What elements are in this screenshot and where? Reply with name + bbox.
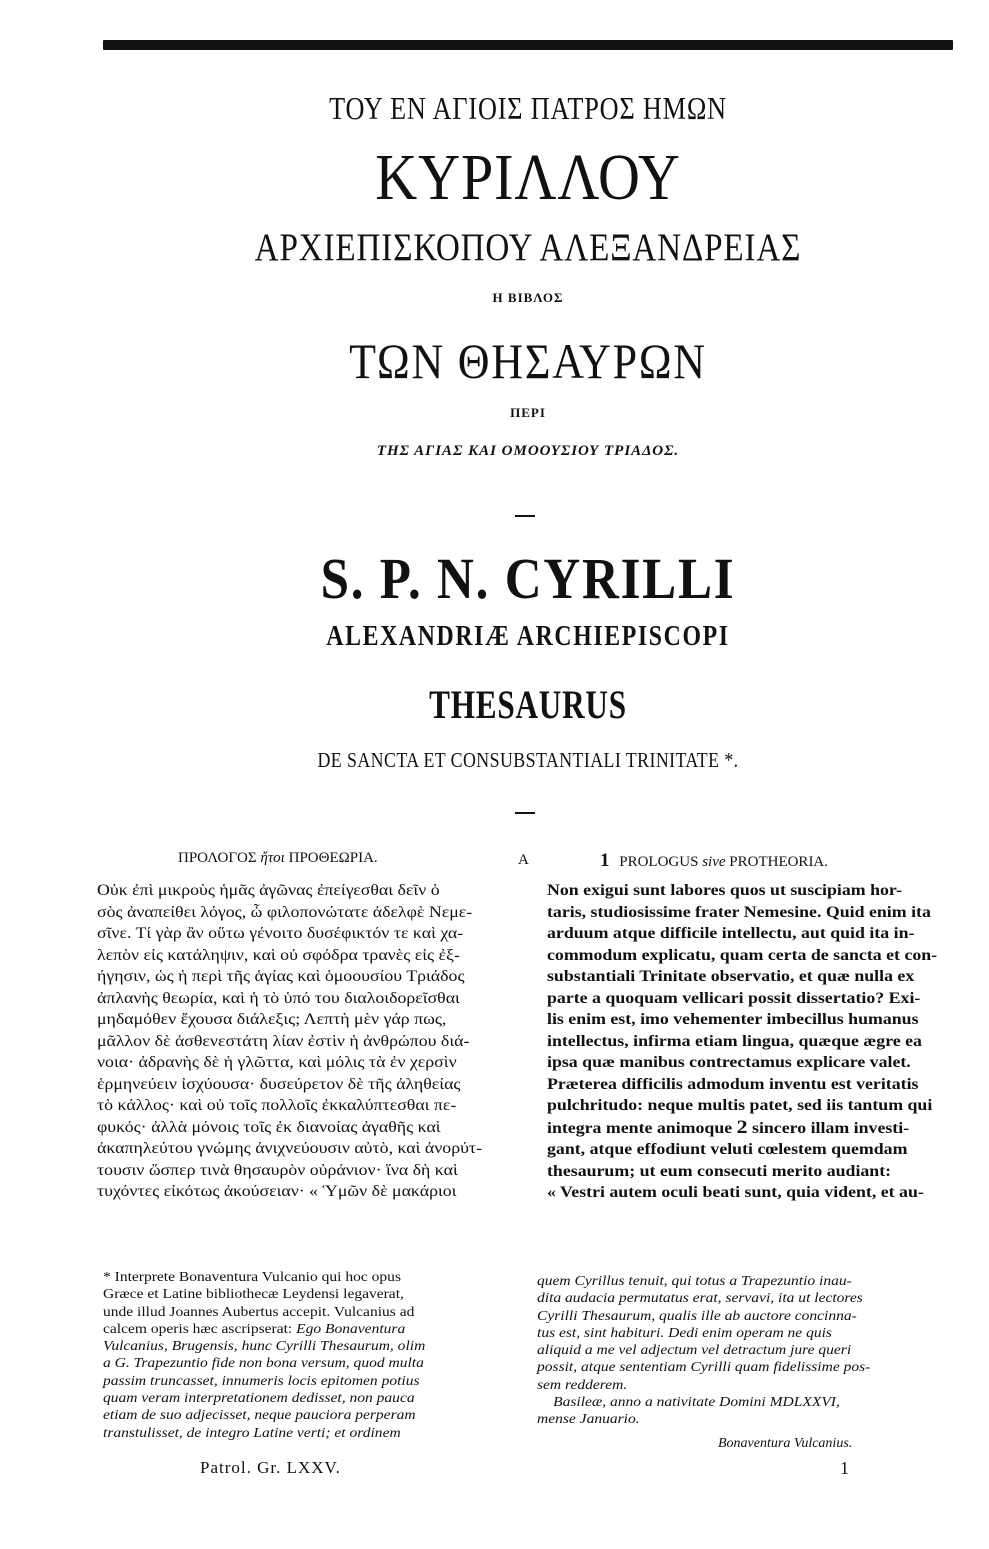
footnote-line: Græce et Latine bibliothecæ Leydensi legaverat, <box>103 1286 404 1302</box>
text-line: τουσιν ὥσπερ τινὰ θησαυρὸν οὐράνιον· ἵνα δὴ καὶ <box>97 1161 458 1179</box>
footnote-line: aliquid a me vel adjectum vel detractum jure queri <box>537 1342 852 1358</box>
footnote-line: calcem operis hæc ascripserat: Ego Bonaventura <box>103 1320 406 1336</box>
text-line: ipsa quæ manibus contrectamus explicare valet. <box>547 1054 911 1071</box>
heading-text: ἤτοι <box>260 850 285 866</box>
footnote-line: mense Januario. <box>537 1411 640 1427</box>
text-line: λεπὸν εἰς κατάληψιν, καὶ οὐ σφόδρα τρανὲς εἰς ἐξ- <box>97 946 460 964</box>
footnote-line: tus est, sint habituri. Dedi enim operam ne quis <box>537 1324 832 1340</box>
heading-text: PROLOGUS <box>619 854 699 870</box>
heading-number: 1 <box>600 850 610 871</box>
footnote-line: quam veram interpretationem dedisset, non pauca <box>103 1390 415 1406</box>
text-line: gant, atque effodiunt veluti cœlestem quemdam <box>547 1141 908 1158</box>
series-reference: Patrol. Gr. LXXV. <box>200 1458 341 1477</box>
latin-column-heading <box>600 850 828 872</box>
text-line: σὸς ἀναπείθει λόγος, ὦ φιλοπονώτατε ἀδελφὲ Νεμε- <box>97 903 473 921</box>
text-line: τυχόντες εἰκότως ἀκούσειαν· « Ὑμῶν δὲ μακάριοι <box>97 1183 457 1200</box>
footnote-line: a G. Trapezuntio fide non bona versum, quod multa <box>103 1355 424 1371</box>
footnote-line: quem Cyrillus tenuit, qui totus a Trapezuntio inau- <box>537 1273 852 1288</box>
footnote-line: unde illud Joannes Aubertus accepit. Vulcanius ad <box>103 1303 415 1319</box>
greek-title-line-6: ΠΕΡΙ <box>510 405 546 420</box>
text-line: thesaurum; ut eum consecuti merito audiant: <box>547 1162 892 1180</box>
text-line: τὸ κάλλος· καὶ οὐ τοῖς πολλοῖς ἐκκαλύπτεσθαι πε- <box>97 1097 457 1114</box>
separator-dash <box>515 812 535 814</box>
footnote-line: Vulcanius, Brugensis, hunc Cyrilli Thesaurum, olim <box>103 1338 426 1354</box>
text-line: intellectus, infirma etiam lingua, quæque ægre ea <box>547 1032 922 1050</box>
footnote-right <box>537 1272 955 1428</box>
text-line: lis enim est, imo vehementer imbecillus humanus <box>547 1011 919 1028</box>
top-rule <box>103 40 953 50</box>
text-line: μηδαμόθεν ἔχουσα διάλεξις; Λεπτὴ μὲν γάρ πως, <box>97 1011 447 1028</box>
text-line: μᾶλλον δὲ ἀσθενεστάτη λίαν ἐστὶν ἡ ἀνθρώπου διά- <box>97 1032 470 1050</box>
greek-column-heading <box>178 850 378 867</box>
text-line: σῖνε. Τί γὰρ ἂν οὕτω γένοιτο δυσέφικτόν τε καὶ χα- <box>97 925 464 942</box>
footnote-line: possit, atque sententiam Cyrilli quam fidelissime pos- <box>537 1359 871 1375</box>
heading-text: PROTHEORIA. <box>729 854 829 870</box>
text-line: ἀπλανὴς θεωρία, καὶ ἡ τὸ ὑπό του διαλοιδορεῖσθαι <box>97 989 460 1007</box>
greek-title-line-1: ΤΟΥ ΕΝ ΑΓΙΟΙΣ ΠΑΤΡΟΣ ΗΜΩΝ <box>329 90 727 126</box>
footnote-signature: Bonaventura Vulcanius. <box>718 1436 853 1451</box>
text-line: substantiali Trinitate observatio, et quæ nulla ex <box>547 968 915 985</box>
latin-title-line-2: ALEXANDRIÆ ARCHIEPISCOPI <box>326 620 730 652</box>
footnote-line: transtulisset, de integro Latine verti; et ordinem <box>103 1424 401 1440</box>
footnote-line: etiam de suo adjecisset, neque pauciora perperam <box>103 1407 416 1423</box>
greek-title-line-3: ΑΡΧΙΕΠΙΣΚΟΠΟΥ ΑΛΕΞΑΝΔΡΕΙΑΣ <box>254 226 802 269</box>
footnote-line: Basileæ, anno a nativitate Domini MDLXXVI, <box>553 1394 840 1410</box>
latin-subtitle: DE SANCTA ET CONSUBSTANTIALI TRINITATE *. <box>317 748 739 772</box>
text-line: commodum explicatu, quam certa de sancta et con- <box>547 946 938 964</box>
page-number: 1 <box>840 1458 849 1478</box>
greek-text-column <box>97 880 512 1203</box>
latin-author-name: S. P. N. CYRILLI <box>320 546 736 611</box>
text-line: Præterea difficilis admodum inventu est veritatis <box>547 1075 919 1093</box>
text-line: parte a quoquam vellicari possit dissertatio? Exi- <box>547 989 921 1007</box>
heading-text: sive <box>702 854 726 870</box>
greek-book-title: ΤΩΝ ΘΗΣΑΥΡΩΝ <box>349 333 707 389</box>
column-marker-2: 2 <box>736 1116 748 1138</box>
text-line: arduum atque difficile intellectu, aut quid ita in- <box>547 925 915 942</box>
latin-book-title: THESAURUS <box>429 682 627 727</box>
separator-dash <box>515 515 535 517</box>
heading-text: ΠΡΟΘΕΩΡΙΑ. <box>288 850 378 866</box>
text-line: Οὐκ ἐπὶ μικροὺς ἡμᾶς ἀγῶνας ἐπείγεσθαι δεῖν ὁ <box>97 882 440 899</box>
text-line: Non exigui sunt labores quos ut suscipiam hor- <box>547 882 903 899</box>
text-line: ήγησιν, ὡς ἡ περὶ τῆς ἁγίας καὶ ὁμοουσίου Τριάδος <box>97 968 465 985</box>
text-line: « Vestri autem oculi beati sunt, quia vident, et au- <box>547 1184 924 1201</box>
text-line: ἑρμηνεύειν ἰσχύουσα· δυσεύρετον δὲ τῆς ἀληθείας <box>97 1075 461 1093</box>
greek-subtitle: ΤΗΣ ΑΓΙΑΣ ΚΑΙ ΟΜΟΟΥΣΙΟΥ ΤΡΙΑΔΟΣ. <box>376 443 680 459</box>
footnote-line: passim truncasset, innumeris locis epitomen potius <box>103 1372 420 1388</box>
footnote-left <box>103 1268 513 1441</box>
text-line: pulchritudo: neque multis patet, sed iis tantum qui <box>547 1097 933 1114</box>
heading-text: ΠΡΟΛΟΓΟΣ <box>178 850 257 866</box>
greek-author-name: ΚΥΡΙΛΛΟΥ <box>375 141 681 214</box>
latin-text-column <box>547 880 955 1204</box>
footnote-line: * Interprete Bonaventura Vulcanio qui hoc opus <box>103 1269 401 1284</box>
text-line: ἀκαπηλεύτου γνώμης ἀνιχνεύουσιν αὐτὸ, καὶ ἀνορύτ- <box>97 1140 483 1157</box>
footnote-line: Cyrilli Thesaurum, qualis ille ab auctore concinna- <box>537 1307 857 1323</box>
text-line: φυκός· ἀλλὰ μόνοις τοῖς ἐκ διανοίας ἀγαθῆς καὶ <box>97 1118 441 1136</box>
greek-title-line-4: Η ΒΙΒΛΟΣ <box>492 290 564 305</box>
column-marker: A <box>518 852 529 868</box>
footnote-line: dita audacia permutatus erat, servavi, ita ut lectores <box>537 1290 863 1306</box>
text-line: taris, studiosissime frater Nemesine. Quid enim ita <box>547 903 931 921</box>
text-line: νοια· ἀδρανὴς δὲ ἡ γλῶττα, καὶ μόλις τὰ ἐν χερσὶν <box>97 1054 457 1071</box>
footnote-line: sem redderem. <box>537 1376 628 1392</box>
text-line: integra mente animoque 2 sincero illam investi- <box>547 1116 910 1138</box>
